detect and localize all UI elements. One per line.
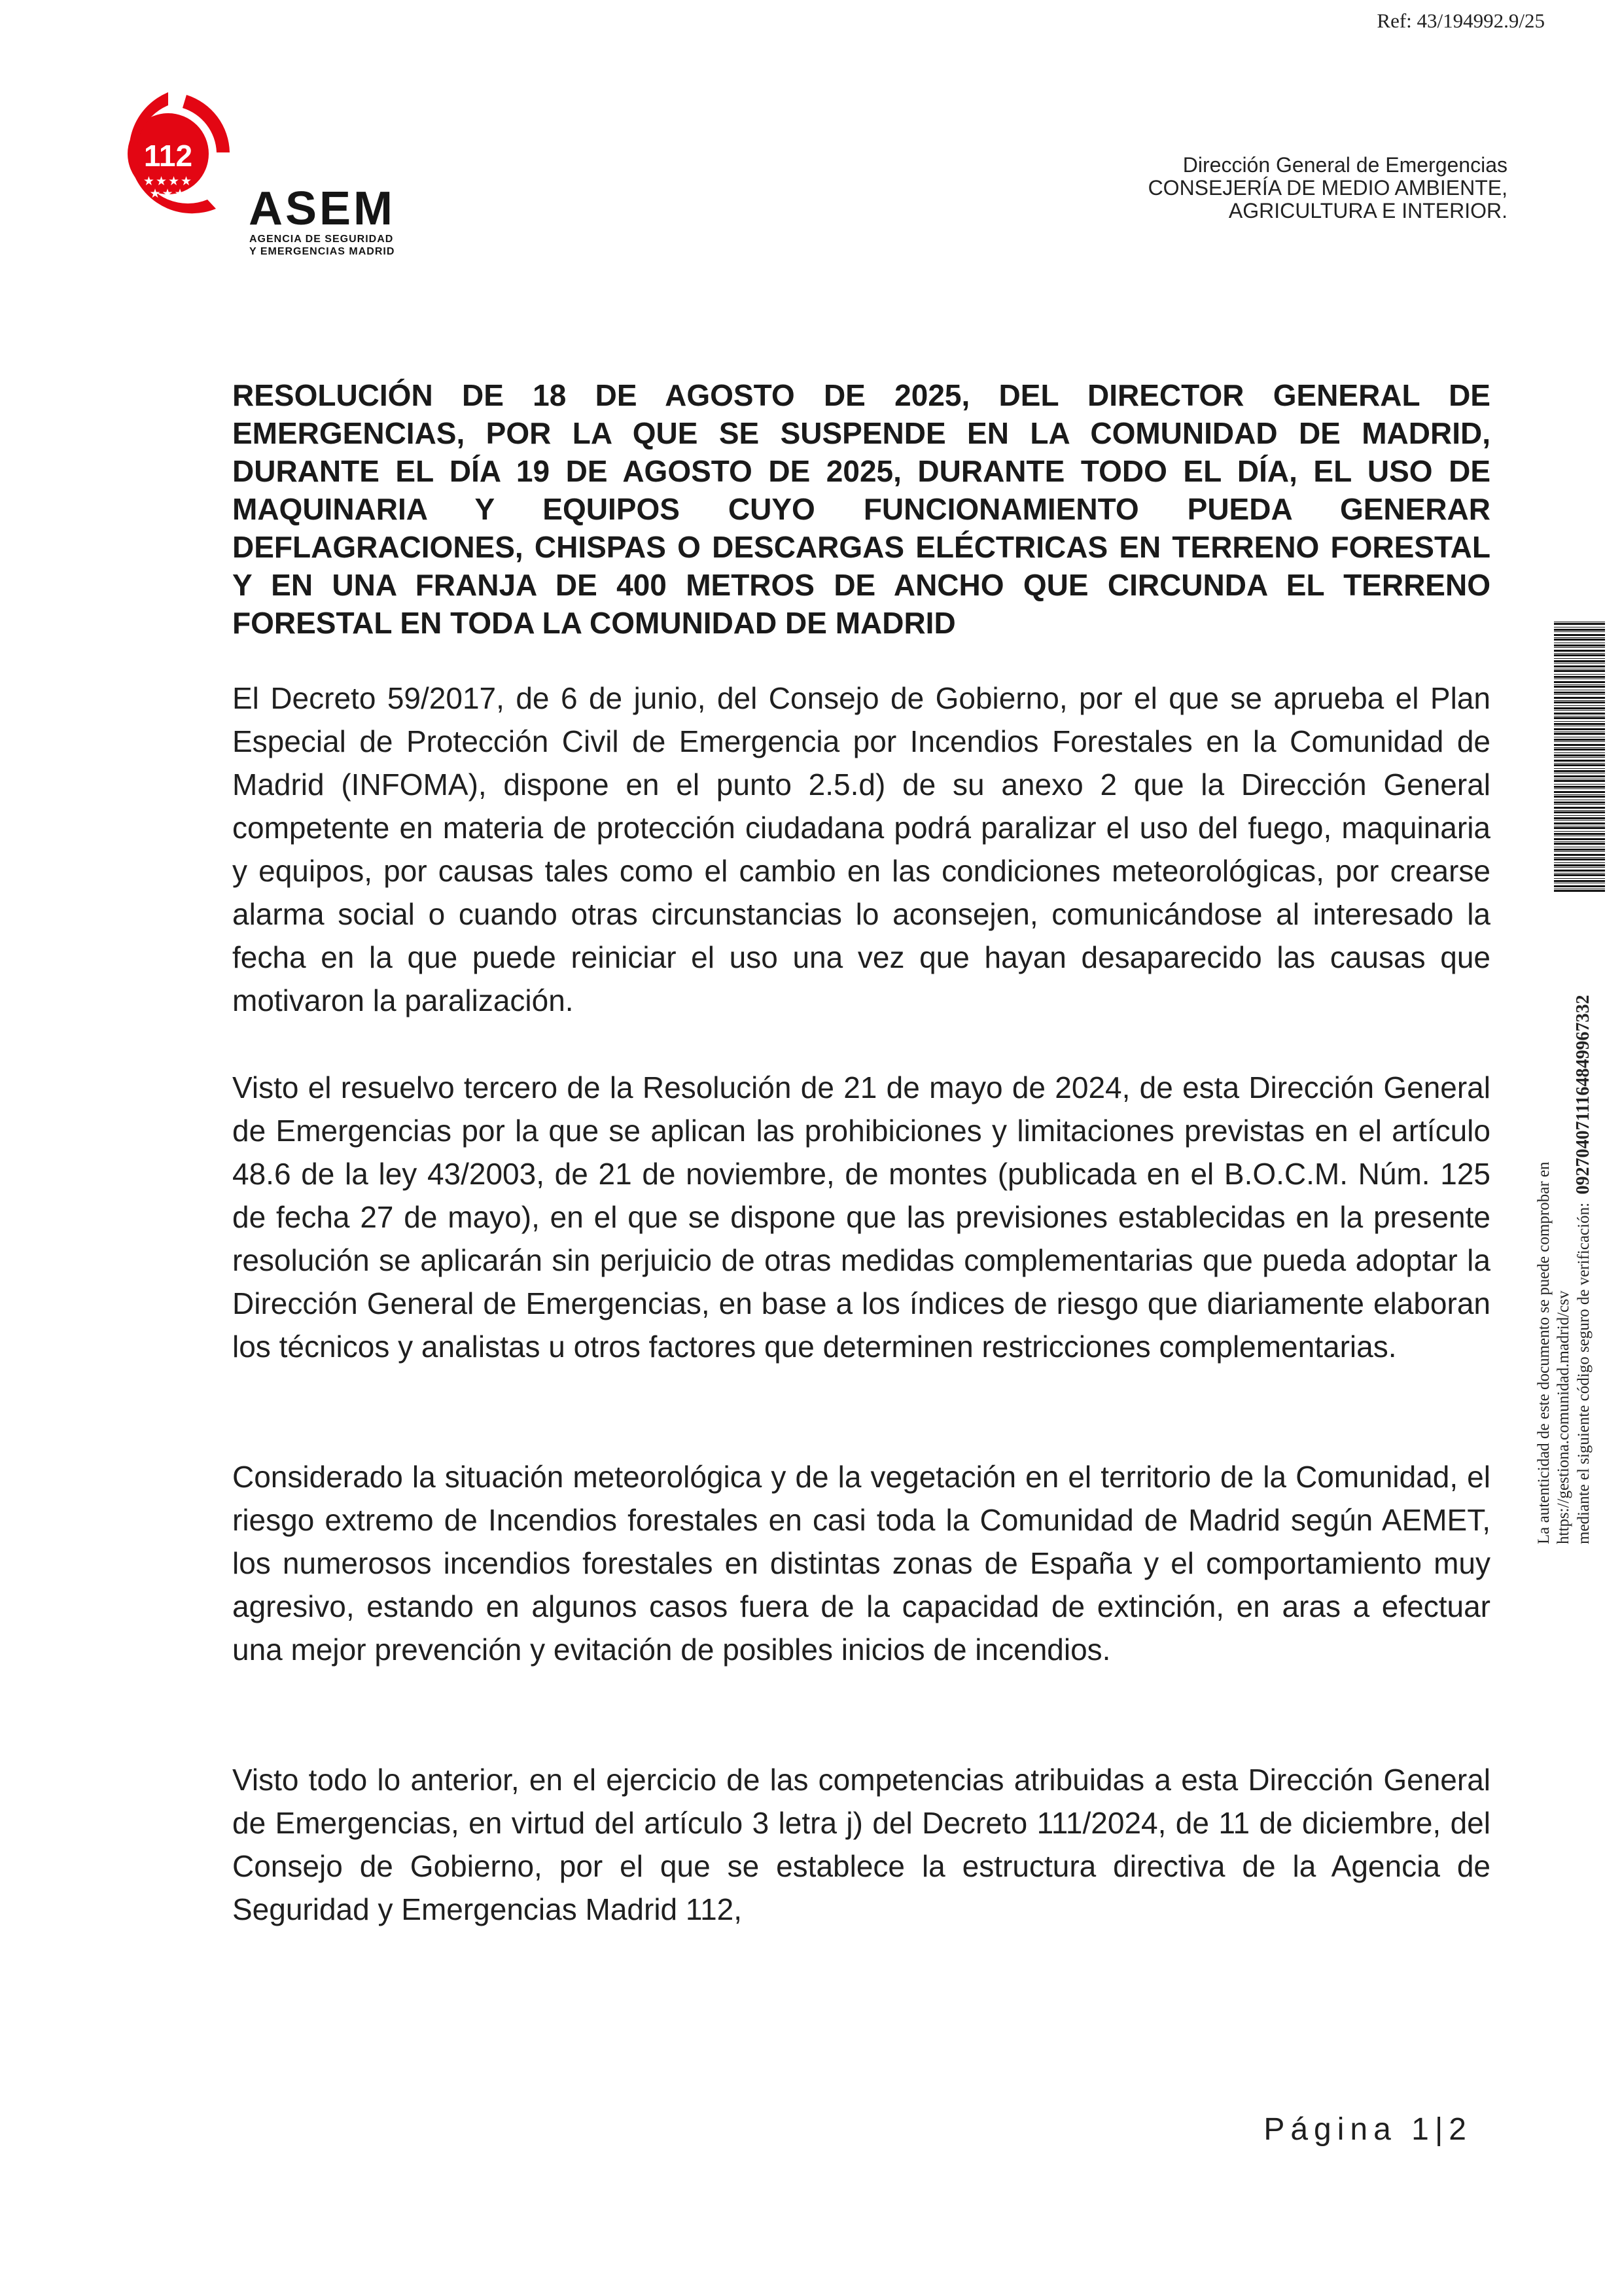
logo-subtitle (249, 233, 395, 258)
barcode-bar (1554, 741, 1605, 742)
verification-sidebar (1534, 622, 1613, 1544)
barcode-bar (1554, 634, 1605, 636)
barcode-bar (1554, 697, 1605, 699)
barcode-bar (1554, 645, 1605, 646)
barcode-bar (1554, 768, 1605, 769)
barcode-bar (1554, 739, 1605, 741)
barcode-bar (1554, 757, 1605, 758)
barcode-bar (1554, 874, 1605, 876)
barcode-bar (1554, 807, 1605, 809)
barcode-bar (1554, 867, 1605, 868)
barcode-bar (1554, 665, 1605, 667)
barcode-bar (1554, 810, 1605, 811)
barcode-bar (1554, 849, 1605, 851)
barcode-bar (1554, 775, 1605, 777)
logo-number: 112 (143, 139, 193, 173)
barcode-bar (1554, 822, 1605, 824)
barcode-bar (1554, 623, 1605, 625)
barcode-bar (1554, 692, 1605, 694)
logo-stars-icon: ★★★★ ★★★ (143, 175, 194, 201)
barcode-bar (1554, 647, 1605, 648)
barcode-bar (1554, 749, 1605, 751)
barcode-bar (1554, 802, 1605, 804)
issuing-authority (1148, 154, 1507, 222)
barcode-bar (1554, 791, 1605, 793)
barcode-bar (1554, 858, 1605, 860)
barcode-bar (1554, 676, 1605, 678)
barcode-bar (1554, 650, 1605, 652)
barcode-bar (1554, 880, 1605, 882)
barcode-bar (1554, 694, 1605, 695)
barcode-bar (1554, 700, 1605, 701)
document-reference: Ref: 43/194992.9/25 (1377, 9, 1545, 32)
barcode-bar (1554, 654, 1605, 656)
barcode-bar (1554, 681, 1605, 683)
barcode-icon (1554, 622, 1605, 896)
barcode-bar (1554, 670, 1605, 672)
barcode-bar (1554, 857, 1605, 858)
barcode-bar (1554, 629, 1605, 631)
barcode-bar (1554, 660, 1605, 662)
barcode-bar (1554, 705, 1605, 706)
verification-url[interactable]: https://gestiona.comunidad.madrid/csv (1555, 1290, 1572, 1544)
verification-line1: La autenticidad de este documento se puede comprobar en (1535, 1161, 1553, 1544)
barcode-bar (1554, 763, 1605, 764)
barcode-bar (1554, 754, 1605, 756)
verification-prefix: mediante el siguiente código seguro de verificación: (1575, 1202, 1593, 1544)
barcode-bar (1554, 717, 1605, 719)
barcode-bar (1554, 684, 1605, 685)
barcode-bar (1554, 862, 1605, 863)
barcode-bar (1554, 764, 1605, 766)
barcode-bar (1554, 873, 1605, 874)
authority-line2: CONSEJERÍA DE MEDIO AMBIENTE, (1148, 176, 1507, 200)
authority-line3: AGRICULTURA E INTERIOR. (1228, 199, 1507, 222)
authority-line1: Dirección General de Emergencias (1182, 153, 1507, 177)
barcode-bar (1554, 854, 1605, 856)
barcode-bar (1554, 686, 1605, 688)
barcode-bar (1554, 770, 1605, 772)
barcode-bar (1554, 747, 1605, 748)
paragraph-resolution: Visto el resuelvo tercero de la Resolución de 21 de mayo de 2024, de esta Dirección General de Emergencias por la que se aplican las prohibiciones y limitaciones previstas en el artículo 48.6 de la ley 43/2003, de 21 de noviembre, de montes (publicada en el B.O.C.M. Núm. 125 de fecha 27 de mayo), en el que se dispone que las previsiones establecidas en la presente resolución se aplicarán sin perjuicio de otras medidas complementarias que pueda adoptar la Dirección General de Emergencias, en base a los índices de riesgo que diariamente elaboran los técnicos y analistas u otros factores que determinen restricciones complementarias. (232, 1070, 1490, 1364)
barcode-bar (1554, 752, 1605, 753)
barcode-bar (1554, 794, 1605, 795)
barcode-bar (1554, 780, 1605, 782)
paragraph-situation: Considerado la situación meteorológica y de la vegetación en el territorio de la Comunidad, el riesgo extremo de Incendios forestales en casi toda la Comunidad de Madrid según AEMET, los numerosos incendios forestales en distintas zonas de España y el comportamiento muy agresivo, estando en algunos casos fuera de la capacidad de extinción, en aras a efectuar una mejor prevención y evitación de posibles inicios de incendios. (232, 1460, 1490, 1667)
barcode-bar (1554, 744, 1605, 746)
page-number: Página 1|2 (1263, 2112, 1472, 2147)
barcode-bar (1554, 710, 1605, 711)
barcode-bar (1554, 631, 1605, 632)
logo-subtitle-line1: AGENCIA DE SEGURIDAD (249, 234, 394, 245)
barcode-bar (1554, 723, 1605, 725)
barcode-bar (1554, 707, 1605, 709)
resolution-title: RESOLUCIÓN DE 18 DE AGOSTO DE 2025, DEL DIRECTOR GENERAL DE EMERGENCIAS, POR LA QUE SE SUSPENDE EN LA COMUNIDAD DE MADRID, DURANTE EL DÍA 19 DE AGOSTO DE 2025, DURANTE TODO EL DÍA, EL USO DE MAQUINARIA Y EQUIPOS CUYO FUNCIONAMIENTO PUEDA GENERAR DEFLAGRACIONES, CHISPAS O DESCARGAS ELÉCTRICAS EN TERRENO FORESTAL Y EN UNA FRANJA DE 400 METROS DE ANCHO QUE CIRCUNDA EL TERRENO FORESTAL EN TODA LA COMUNIDAD DE MADRID (232, 378, 1490, 640)
barcode-bar (1554, 827, 1605, 829)
barcode-bar (1554, 864, 1605, 866)
barcode-bar (1554, 870, 1605, 872)
barcode-bar (1554, 639, 1605, 641)
barcode-bar (1554, 760, 1605, 762)
verification-line3 (1574, 910, 1594, 1544)
barcode-bar (1554, 820, 1605, 821)
barcode-bar (1554, 885, 1605, 887)
barcode-bar (1554, 878, 1605, 879)
verification-text-block (1534, 910, 1613, 1544)
barcode-bar (1554, 831, 1605, 832)
verification-code: 0927040711164849967332 (1573, 995, 1593, 1195)
barcode-bar (1554, 784, 1605, 785)
barcode-bar (1554, 788, 1605, 789)
barcode-bar (1554, 658, 1605, 659)
paragraph-decree: El Decreto 59/2017, de 6 de junio, del Consejo de Gobierno, por el que se aprueba el Plan Especial de Protección Civil de Emergencia por Incendios Forestales en la Comunidad de Madrid (INFOMA), dispone en el punto 2.5.d) de su anexo 2 que la Dirección General competente en materia de protección ciudadana podrá paralizar el uso del fuego, maquinaria y equipos, por causas tales como el cambio en las condiciones meteorológicas, por crearse alarma social o cuando otras circunstancias lo aconsejen, comunicándose al interesado la fecha en la que puede reiniciar el uso una vez que hayan desaparecido las causas que motivaron la paralización. (232, 681, 1490, 1017)
logo-subtitle-line2: Y EMERGENCIAS MADRID (249, 246, 395, 257)
barcode-bar (1554, 833, 1605, 835)
asem-112-logo (95, 80, 461, 277)
barcode-bar (1554, 721, 1605, 722)
barcode-bar (1554, 851, 1605, 852)
paragraph-competences: Visto todo lo anterior, en el ejercicio de las competencias atribuidas a esta Dirección General de Emergencias, en virtud del artículo 3 letra j) del Decreto 111/2024, de 11 de diciembre, del Consejo de Gobierno, por el que se establece la estructura directiva de la Agencia de Seguridad y Emergencias Madrid 112, (232, 1763, 1490, 1926)
barcode-bar (1554, 843, 1605, 845)
logo-wordmark: ASEM (249, 183, 396, 235)
barcode-bar (1554, 815, 1605, 816)
barcode-bar (1554, 786, 1605, 788)
barcode-bar (1554, 796, 1605, 798)
barcode-bar (1554, 728, 1605, 730)
barcode-bar (1554, 713, 1605, 715)
barcode-bar (1554, 733, 1605, 735)
barcode-bar (1554, 674, 1605, 675)
barcode-bar (1554, 804, 1605, 805)
barcode-bar (1554, 701, 1605, 703)
barcode-bar (1554, 841, 1605, 842)
barcode-bar (1554, 811, 1605, 813)
barcode-bar (1554, 653, 1605, 654)
barcode-bar (1554, 817, 1605, 819)
barcode-bar (1554, 637, 1605, 638)
barcode-bar (1554, 890, 1605, 892)
barcode-bar (1554, 838, 1605, 840)
